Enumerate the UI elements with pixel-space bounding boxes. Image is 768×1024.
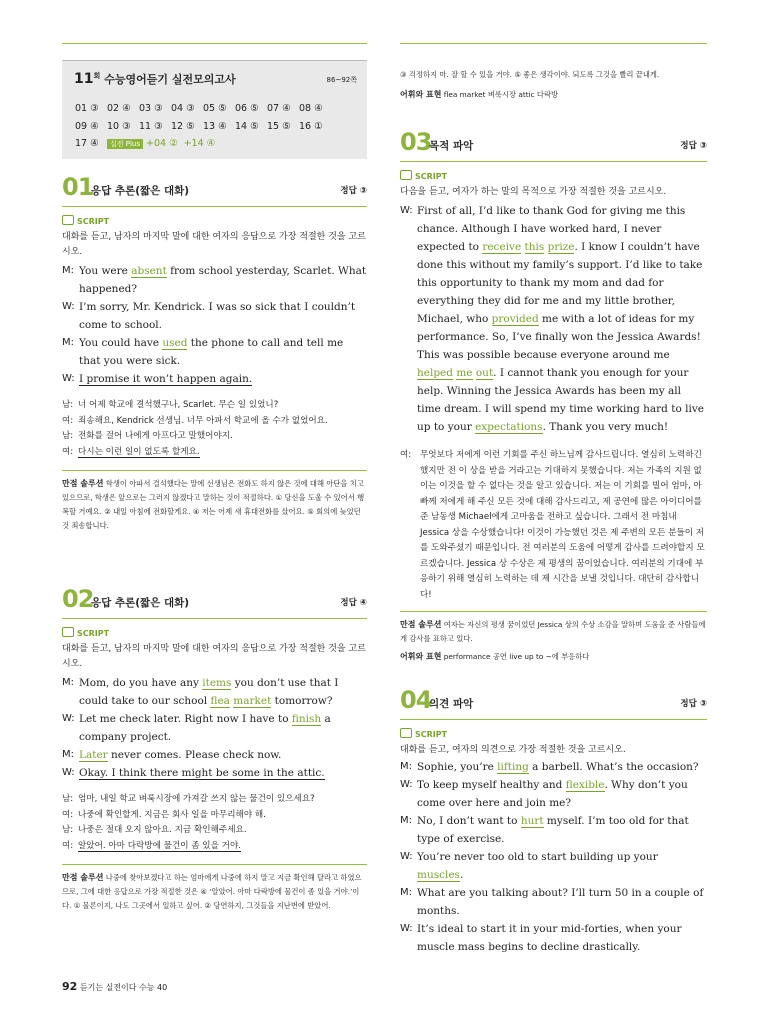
- script-icon: [62, 627, 74, 637]
- speaker-label: W:: [400, 923, 413, 934]
- text-run: First of all, I’d like to thank God for giving me this chance. Although I have worked hard, I never expected to: [417, 205, 686, 253]
- blank-answer: finish: [291, 713, 322, 725]
- speaker-label: W:: [62, 767, 75, 778]
- text-run: Let me check later. Right now I have to: [79, 713, 292, 725]
- right-column: [400, 68, 707, 956]
- q1-solution: 만점 솔루션 학생이 아파서 결석했다는 말에 선생님은 전화도 하지 않은 것에 대해 아단을 치고 있으므로, 학생은 앞으로는 그러지 않겠다고 말하는 것이 적절하다. ① 당신을 도울 수 있어서 행복할 거예요. ② 내일 아침에 전화할게요. ④ 저는 어제 새 휴대전화를 샀어요. ⑤ 회의에 늦었던 것 죄송합니다.: [62, 479, 365, 530]
- blank-answer: this: [524, 241, 545, 253]
- text-run: To keep myself healthy and: [417, 779, 566, 791]
- translation-text: 엄마, 내일 학교 벼룩시장에 가져갈 쓰지 않는 물건이 있으세요?: [78, 794, 315, 804]
- answer-cell: 08 ④: [299, 103, 323, 114]
- blank-answer: provided: [491, 313, 539, 325]
- q3-header: 03 목적 파악 정답 ③: [400, 128, 707, 156]
- dialogue-line: [400, 920, 707, 956]
- answer-key-title: $11^회$ 수능영어듣기 실전모의고사: [74, 71, 236, 87]
- speaker-label: 남:: [62, 431, 74, 441]
- q4-instruction: 대화를 듣고, 여자의 의견으로 가장 적절한 것을 고르시오.: [400, 745, 626, 755]
- answer-cell: 04 ③: [171, 103, 195, 114]
- dialogue-line: [62, 298, 367, 334]
- plus-tag: 실전 Plus: [107, 139, 143, 149]
- answer-row-2: [75, 121, 331, 132]
- blank-answer: lifting: [497, 761, 529, 773]
- text-run: I promise it won’t happen again.: [79, 373, 253, 385]
- script-icon: [400, 728, 412, 738]
- blank-answer: items: [202, 677, 232, 689]
- dialogue-line: [400, 758, 707, 776]
- translation-line: [62, 792, 367, 808]
- translation-line: [62, 414, 367, 430]
- blank-answer: out: [475, 367, 494, 379]
- speaker-label: M:: [62, 677, 74, 688]
- q2-instruction: 대화를 듣고, 남자의 마지막 말에 대한 여자의 응답으로 가장 적절한 것을 고르시오.: [62, 644, 366, 669]
- q2-solution: 만점 솔루션 나중에 찾아보겠다고 하는 엄마에게 나중에 하지 말고 지금 확인해 달라고 하였으므로, 그에 대한 응답으로 가장 적절한 것은 ④ ‘알았어. 아마 다락방에 물건이 좀 있을 거야.’이다. ① 물론이지, 나도 그곳에서 일하고 싶어. ② 당연하지, 그것들을 지난번에 받았어.: [62, 873, 362, 910]
- q3-vocab: 어휘와 표현 performance 공연 live up to ~에 부응하다: [400, 652, 590, 661]
- text-run: .: [459, 869, 464, 881]
- translation-text: 너 어제 학교에 결석했구나, Scarlet. 무슨 일 있었니?: [78, 400, 279, 410]
- speaker-label: W:: [400, 779, 413, 790]
- blank-answer: market: [233, 695, 272, 707]
- text-run: from school yesterday, Scarlet. What happened?: [79, 265, 367, 295]
- text-run: myself. I’m too old for that type of exercise.: [417, 815, 689, 845]
- blank-answer: absent: [131, 265, 167, 277]
- answer-cell: 06 ⑤: [235, 103, 259, 114]
- dialogue-line: [62, 746, 367, 764]
- blank-answer: helped: [417, 367, 453, 379]
- q3-solution: 만점 솔루션 여자는 자신의 평생 꿈이었던 Jessica 상의 수상 소감을 말하며 도움을 준 사람들에게 감사를 표하고 있다.: [400, 620, 706, 643]
- answer-cell: 07 ④: [267, 103, 291, 114]
- speaker-label: 남:: [62, 825, 74, 835]
- text-run: a company project.: [79, 713, 331, 743]
- speaker-label: M:: [62, 337, 74, 348]
- q2-translation: [62, 792, 367, 854]
- speaker-label: M:: [62, 749, 74, 760]
- answer-cell: 09 ④: [75, 121, 99, 132]
- q1-dialogue: [62, 262, 367, 388]
- text-run: . I cannot thank you enough for your help. Winning the Jessica Awards has been my all time dream. I will spend my time working hard to live up to your: [417, 367, 704, 433]
- translation-line: [62, 808, 367, 824]
- text-run: I’m sorry, Mr. Kendrick. I was so sick that I couldn’t come to school.: [79, 301, 356, 331]
- script-label: SCRIPT: [62, 215, 367, 226]
- translation-line: [62, 398, 367, 414]
- dialogue-line: [62, 764, 367, 782]
- translation-line: [62, 429, 367, 445]
- translation-text: 나중에 확인할게. 지금은 회사 일을 마무리해야 해.: [78, 809, 266, 820]
- translation-line: [62, 839, 367, 855]
- speaker-label: W:: [62, 713, 75, 724]
- text-run: you don’t use that I could take to our school: [79, 677, 339, 707]
- speaker-label: W:: [62, 301, 75, 312]
- speaker-label: W:: [400, 851, 413, 862]
- answer-cell: 01 ③: [75, 103, 99, 114]
- script-label: SCRIPT: [400, 728, 707, 739]
- q1-instruction: 대화를 듣고, 남자의 마지막 말에 대한 여자의 응답으로 가장 적절한 것을 고르시오.: [62, 232, 366, 257]
- text-run: No, I don’t want to: [417, 815, 521, 827]
- speaker-label: M:: [400, 761, 412, 772]
- dialogue-line: [400, 884, 707, 920]
- translation-text: 죄송해요, Kendrick 선생님. 너무 아파서 학교에 올 수가 없었어요.: [78, 415, 328, 426]
- text-run: . Thank you very much!: [542, 421, 669, 433]
- dialogue-line: [62, 262, 367, 298]
- speaker-label: 여:: [62, 809, 74, 820]
- answer-cell: 14 ⑤: [235, 121, 259, 132]
- speaker-label: M:: [400, 815, 412, 826]
- text-run: You were: [79, 265, 132, 277]
- script-label: SCRIPT: [400, 170, 707, 181]
- q3-instruction: 다음을 듣고, 여자가 하는 말의 목적으로 가장 적절한 것을 고르시오.: [400, 187, 667, 197]
- dialogue-line: [400, 812, 707, 848]
- top-rule-left: [62, 43, 367, 44]
- dialogue-line: [62, 370, 367, 388]
- speaker-label: 남:: [62, 400, 74, 410]
- q4-dialogue: [400, 758, 707, 956]
- speaker-label: W:: [62, 373, 75, 384]
- q2-vocab: 어휘와 표현 flea market 벼룩시장 attic 다락방: [400, 90, 559, 99]
- speaker-label: 남:: [62, 794, 74, 804]
- text-run: the phone to call and tell me that you were sick.: [79, 337, 344, 367]
- text-run: You’re never too old to start building up your: [417, 851, 658, 863]
- text-run: me with a lot of ideas for my performance. So, I’ve finally won the Jessica Awards! This was possible because everyone around me: [417, 313, 701, 361]
- text-run: It’s ideal to start it in your mid-forties, when your muscle mass begins to decline drastically.: [417, 923, 682, 953]
- answer-row-3: 17 ④ 실전 Plus +04 ② +14 ④: [75, 138, 216, 149]
- blank-answer: receive: [482, 241, 522, 253]
- q1-header: 01 응답 추론(짧은 대화) 정답 ③: [62, 173, 367, 201]
- text-run: [521, 241, 524, 253]
- blank-answer: prize: [547, 241, 575, 253]
- page-footer: 92 듣기는 실전이다 수능 40: [62, 980, 168, 993]
- speaker-label: 여:: [62, 840, 74, 851]
- answer-key-box: [62, 60, 367, 159]
- blank-answer: used: [162, 337, 188, 349]
- translation-text: 다시는 이런 일이 없도록 할게요.: [78, 446, 200, 457]
- answer-cell: 12 ⑤: [171, 121, 195, 132]
- answer-cell: 13 ④: [203, 121, 227, 132]
- answer-cell: 11 ③: [139, 121, 163, 132]
- speaker-label: 여:: [62, 415, 74, 426]
- text-run: You could have: [79, 337, 163, 349]
- translation-line: [62, 445, 367, 461]
- answer-cell: 02 ④: [107, 103, 131, 114]
- text-run: What are you talking about? I’ll turn 50 in a couple of months.: [417, 887, 704, 917]
- q2-solution-cont: ③ 걱정하지 마. 잘 할 수 있을 거야. ⑤ 좋은 생각이야. 되도록 그것을 빨리 끝내게.: [400, 70, 660, 79]
- blank-answer: Later: [79, 749, 108, 761]
- text-run: . Why don’t you come over here and join me?: [417, 779, 688, 809]
- left-column: [62, 62, 367, 913]
- answer-cell: 15 ⑤: [267, 121, 291, 132]
- script-label: SCRIPT: [62, 627, 367, 638]
- blank-answer: muscles: [417, 869, 460, 881]
- page-range: 86~92쪽: [326, 76, 357, 84]
- dialogue-line: [62, 674, 367, 710]
- dialogue-line: [400, 776, 707, 812]
- answer-cell: 16 ①: [299, 121, 323, 132]
- script-icon: [400, 170, 412, 180]
- dialogue-line: [400, 848, 707, 884]
- speaker-label: 여:: [62, 446, 74, 457]
- answer-cell: 03 ③: [139, 103, 163, 114]
- q3-monologue: W: First of all, I’d like to thank God for giving me this chance. Although I have worked hard, I never expected to receive this prize. I know I couldn’t have done this without my family’s support. I’d like to take this opportunity to thank my mom and dad for everything they did for me and my little brother, Michael, who provided me with a lot of ideas for my performance. So, I’ve finally won the Jessica Awards! This was possible because everyone around me helped me out. I cannot thank you enough for your help. Winning the Jessica Awards has been my all time dream. I will spend my time working hard to live up to your expectations. Thank you very much!: [400, 205, 704, 433]
- translation-text: 알았어. 아마 다락방에 물건이 좀 있을 거야.: [78, 840, 241, 851]
- text-run: Mom, do you have any: [79, 677, 203, 689]
- q2-header: 02 응답 추론(짧은 대화) 정답 ④: [62, 585, 367, 613]
- script-icon: [62, 215, 74, 225]
- dialogue-line: [62, 334, 367, 370]
- text-run: never comes. Please check now.: [107, 749, 282, 761]
- translation-text: 나중은 절대 오지 않아요. 지금 확인해주세요.: [78, 825, 247, 835]
- top-rule-right: [400, 43, 707, 44]
- answer-row-1: [75, 103, 331, 114]
- translation-text: 전화를 걸어 나에게 아프다고 말했어야지.: [78, 431, 233, 441]
- dialogue-line: [62, 710, 367, 746]
- blank-answer: me: [456, 367, 473, 379]
- speaker-label: M:: [400, 887, 412, 898]
- q1-translation: [62, 398, 367, 460]
- text-run: tomorrow?: [271, 695, 333, 707]
- text-run: Okay. I think there might be some in the attic.: [79, 767, 325, 779]
- text-run: Sophie, you’re: [417, 761, 498, 773]
- blank-answer: flea: [210, 695, 230, 707]
- text-run: a barbell. What’s the occasion?: [528, 761, 699, 773]
- translation-line: [62, 823, 367, 839]
- text-run: . I know I couldn’t have done this without my family’s support. I’d like to take this opportunity to thank my mom and dad for everything they did for me and my little brother, Michael, who: [417, 241, 703, 325]
- q2-dialogue: [62, 674, 367, 782]
- blank-answer: flexible: [565, 779, 605, 791]
- answer-cell: 10 ③: [107, 121, 131, 132]
- answer-cell: 05 ⑤: [203, 103, 227, 114]
- speaker-label: M:: [62, 265, 74, 276]
- q4-header: 04 의견 파악 정답 ③: [400, 686, 707, 714]
- blank-answer: hurt: [520, 815, 544, 827]
- q3-translation: 여: 무엇보다 저에게 이런 기회를 주신 하느님께 감사드립니다. 열심히 노력하긴 했지만 전 이 상을 받을 거라고는 기대하지 못했습니다. 저는 가족의 지원 없이는 이것을 할 수 없다는 것을 알고 있습니다. 저는 이 기회를 빌어 엄마, 아빠께 저에게 해 주신 모든 것에 대해 감사드리고, 제 공연에 많은 아이디어를 준 남동생 Michael에게 고마움을 전하고 싶습니다. 그래서 전 마침내 Jessica 상을 수상했습니다! 이것이 가능했던 것은 제 주변의 모든 분들이 저를 도와주셨기 때문입니다. 전 여러분의 도움에 어떻게 감사를 드려야할지 모르겠습니다. Jessica 상 수상은 제 평생의 꿈이었습니다. 여러분의 기대에 부응하기 위해 열심히 노력하는 데 제 시간을 보낼 것입니다. 대단히 감사합니다!: [400, 450, 705, 600]
- blank-answer: expectations: [475, 421, 543, 433]
